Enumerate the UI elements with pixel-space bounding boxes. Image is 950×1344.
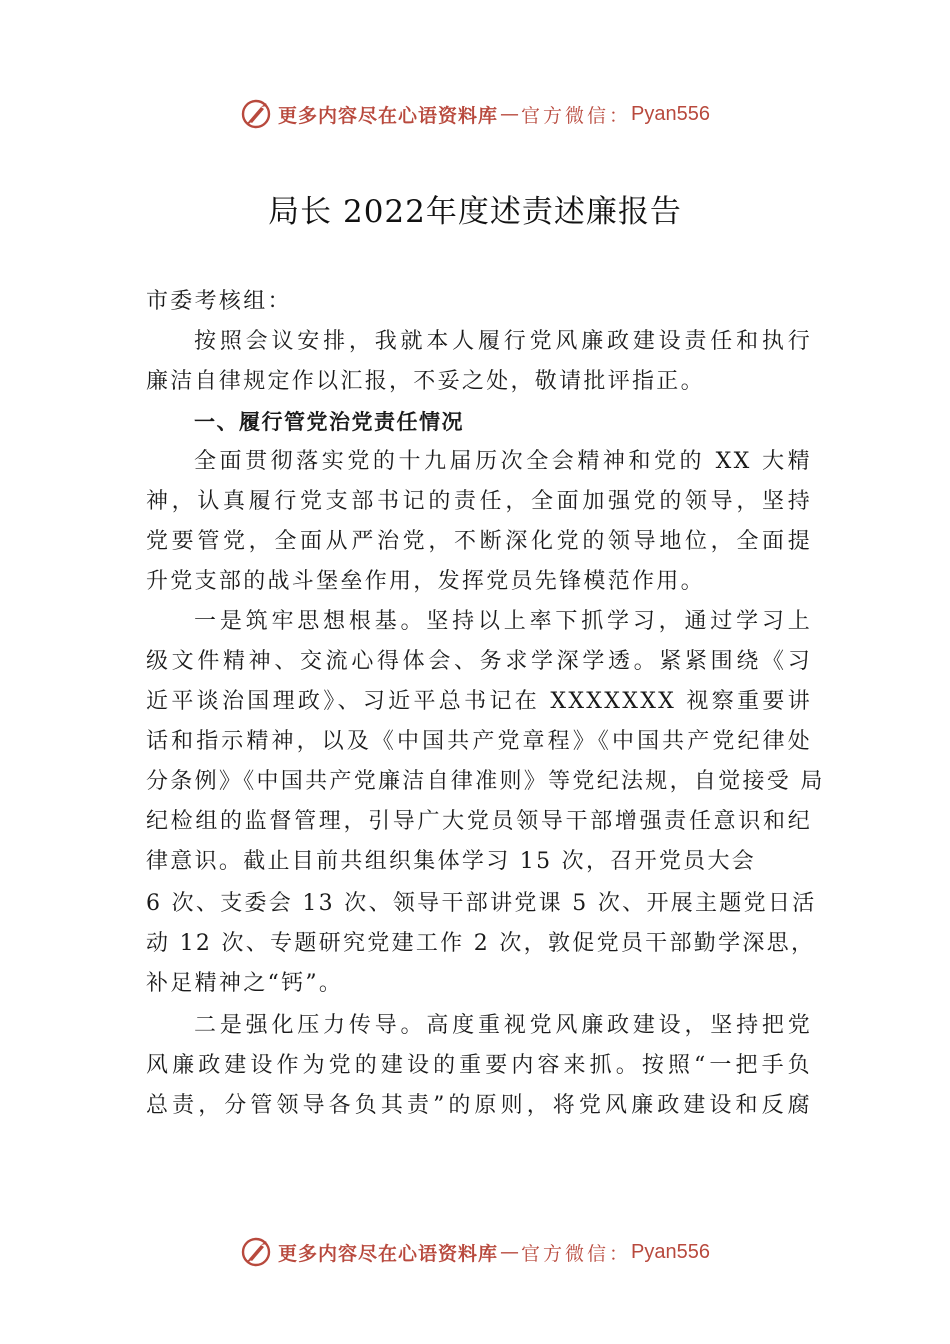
paragraph-line: 总责，分管领导各负其责”的原则，将党风廉政建设和反腐: [146, 1093, 812, 1118]
document-title: 局长 2022年度述责述廉报告: [268, 194, 682, 230]
paragraph-line: 神，认真履行党支部书记的责任，全面加强党的领导，坚持: [146, 489, 812, 514]
paragraph-line: 党要管党，全面从严治党，不断深化党的领导地位，全面提: [146, 529, 812, 554]
quill-seal-logo-icon: [240, 98, 272, 130]
banner-main-text: 更多内容尽在心语资料库: [278, 1242, 499, 1265]
paragraph-line: 动 12 次、专题研究党建工作 2 次，敦促党员干部勤学深思，: [146, 931, 816, 956]
banner-separator: —: [500, 1241, 520, 1263]
paragraph-line: 风廉政建设作为党的建设的重要内容来抓。按照“一把手负: [146, 1053, 812, 1078]
paragraph-line: 全面贯彻落实党的十九届历次全会精神和党的 XX 大精: [194, 449, 812, 474]
section-heading: 一、履行管党治党责任情况: [194, 410, 464, 434]
paragraph-line: 级文件精神、交流心得体会、务求学深学透。紧紧围绕《习: [146, 649, 812, 674]
paragraph-line: 分条例》《中国共产党廉洁自律准则》等党纪法规，自觉接受 局: [146, 769, 825, 794]
banner-main-text: 更多内容尽在心语资料库: [278, 104, 499, 127]
banner-wechat-id: Pyan556: [631, 1240, 710, 1263]
paragraph-line: 补足精神之“钙”。: [146, 971, 344, 996]
intro-line: 按照会议安排，我就本人履行党风廉政建设责任和执行: [194, 329, 812, 354]
paragraph-line: 一是筑牢思想根基。坚持以上率下抓学习，通过学习上: [194, 609, 812, 634]
footer-watermark-banner: [0, 1232, 950, 1272]
paragraph-line: 二是强化压力传导。高度重视党风廉政建设，坚持把党: [194, 1013, 812, 1038]
paragraph-line: 6 次、支委会 13 次、领导干部讲党课 5 次、开展主题党日活: [146, 891, 817, 916]
quill-seal-logo-icon: [240, 1236, 272, 1268]
banner-wechat-id: Pyan556: [631, 102, 710, 125]
document-body: [146, 282, 825, 1126]
banner-wechat-label: 官方微信：: [521, 1242, 632, 1265]
paragraph-line: 话和指示精神，以及《中国共产党章程》《中国共产党纪律处: [146, 729, 812, 754]
intro-line: 廉洁自律规定作以汇报，不妥之处，敬请批评指正。: [146, 369, 705, 394]
banner-wechat-label: 官方微信：: [521, 104, 632, 127]
paragraph-line: 纪检组的监督管理，引导广大党员领导干部增强责任意识和纪: [146, 809, 812, 834]
banner-separator: —: [500, 103, 520, 125]
paragraph-line: 升党支部的战斗堡垒作用，发挥党员先锋模范作用。: [146, 569, 705, 594]
salutation: 市委考核组：: [146, 289, 292, 314]
header-watermark-banner: [0, 94, 950, 134]
paragraph-line: 近平谈治国理政》、习近平总书记在 XXXXXXX 视察重要讲: [146, 689, 812, 714]
paragraph-line: 律意识。截止目前共组织集体学习 15 次，召开党员大会: [146, 849, 757, 874]
